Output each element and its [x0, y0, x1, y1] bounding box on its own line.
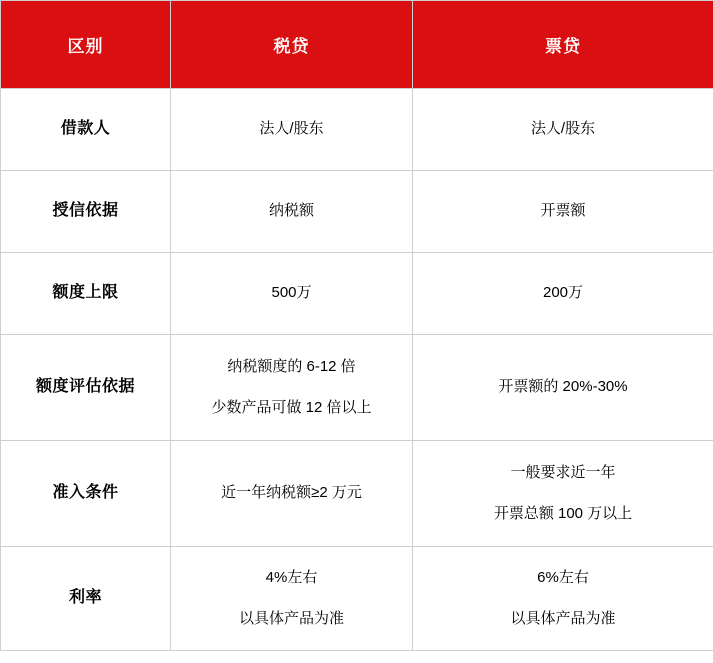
cell-tax-interest-rate: [171, 547, 413, 651]
cell-line: 200万: [542, 284, 584, 302]
cell-line: 少数产品可做 12 倍以上: [211, 398, 372, 416]
row-label-borrower: 借款人: [1, 89, 171, 171]
column-header-invoice-loan: 票贷: [413, 1, 713, 89]
cell-tax-assessment-basis: [171, 335, 413, 441]
cell-line: 法人/股东: [259, 120, 324, 138]
cell-line: 纳税额度的 6-12 倍: [227, 358, 356, 375]
cell-line: 近一年纳税额≥2 万元: [221, 484, 362, 502]
table-row: [1, 335, 713, 441]
cell-line: 6%左右: [537, 569, 589, 586]
cell-invoice-assessment-basis: [413, 335, 713, 441]
table-body: [1, 89, 713, 651]
cell-tax-borrower: [171, 89, 413, 171]
table-row: [1, 441, 713, 547]
row-label-assessment-basis: 额度评估依据: [1, 335, 171, 441]
cell-line: 以具体产品为准: [510, 609, 616, 627]
cell-line: 4%左右: [265, 569, 318, 586]
cell-invoice-interest-rate: [413, 547, 713, 651]
row-label-limit-cap: 额度上限: [1, 253, 171, 335]
cell-line: 500万: [271, 284, 312, 302]
cell-line: 开票总额 100 万以上: [493, 504, 633, 522]
cell-invoice-credit-basis: [413, 171, 713, 253]
table-header-row: [1, 1, 713, 89]
table-row: [1, 547, 713, 651]
cell-invoice-limit-cap: [413, 253, 713, 335]
cell-line: 法人/股东: [530, 120, 596, 138]
cell-tax-entry-condition: [171, 441, 413, 547]
column-header-tax-loan: 税贷: [171, 1, 413, 89]
table-row: [1, 171, 713, 253]
cell-line: 一般要求近一年: [510, 464, 616, 481]
row-label-interest-rate: 利率: [1, 547, 171, 651]
column-header-category: 区别: [1, 1, 171, 89]
cell-invoice-borrower: [413, 89, 713, 171]
table-row: [1, 253, 713, 335]
table-header: [1, 1, 713, 89]
row-label-credit-basis: 授信依据: [1, 171, 171, 253]
cell-line: 开票额的 20%-30%: [498, 378, 628, 396]
cell-line: 以具体产品为准: [238, 609, 344, 627]
cell-tax-credit-basis: [171, 171, 413, 253]
cell-line: 纳税额: [268, 202, 314, 220]
cell-line: 开票额: [540, 202, 586, 220]
row-label-entry-condition: 准入条件: [1, 441, 171, 547]
cell-invoice-entry-condition: [413, 441, 713, 547]
table-row: [1, 89, 713, 171]
cell-tax-limit-cap: [171, 253, 413, 335]
